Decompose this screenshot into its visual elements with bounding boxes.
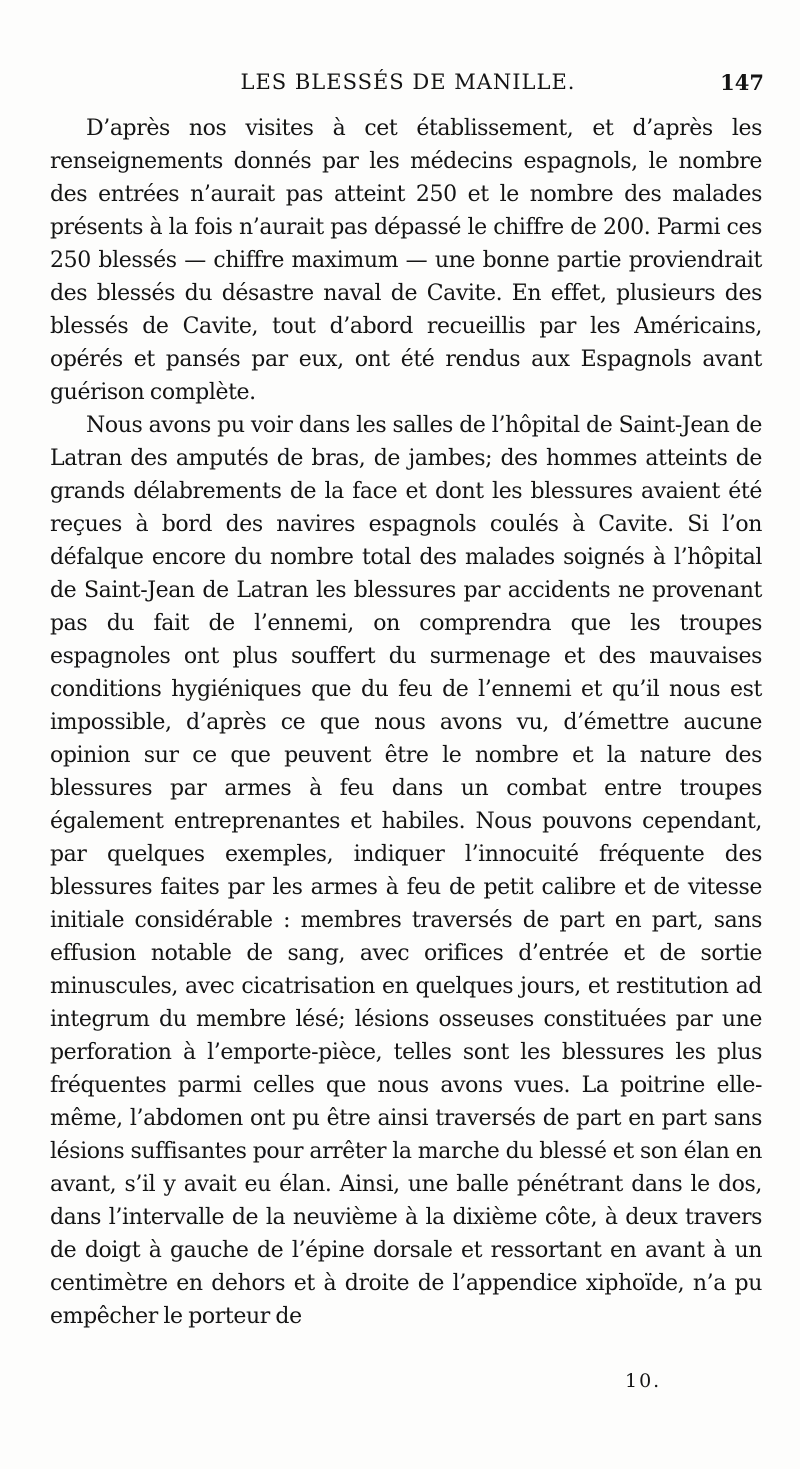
page-number: 147 bbox=[720, 70, 764, 95]
running-title: LES BLESSÉS DE MANILLE. bbox=[240, 70, 576, 94]
printer-signature-mark: 10. bbox=[625, 1370, 662, 1392]
page-header bbox=[52, 70, 764, 104]
paragraph-1: D’après nos visites à cet établissement, et d’après les renseignements donnés par les médecins espagnols, le nombre des entrées n’aurait pas atteint 250 et le nombre des malades présents à la fois n’aurait pas dépassé le chiffre de 200. Parmi ces 250 blessés — chiffre maximum — une bonne partie proviendrait des blessés du désastre naval de Cavite. En effet, plusieurs des blessés de Cavite, tout d’abord recueillis par les Américains, opérés et pansés par eux, ont été rendus aux Espagnols avant guérison complète. bbox=[50, 116, 762, 405]
paragraph-2: Nous avons pu voir dans les salles de l’hôpital de Saint-Jean de Latran des amputés de bras, de jambes; des hommes atteints de grands délabrements de la face et dont les blessures avaient été reçues à bord des navires espagnols coulés à Cavite. Si l’on défalque encore du nombre total des malades soignés à l’hôpital de Saint-Jean de Latran les blessures par accidents ne provenant pas du fait de l’ennemi, on comprendra que les troupes espagnoles ont plus souffert du surmenage et des mauvaises conditions hygiéniques que du feu de l’ennemi et qu’il nous est impossible, d’après ce que nous avons vu, d’émettre aucune opinion sur ce que peuvent être le nombre et la nature des blessures par armes à feu dans un combat entre troupes également entreprenantes et habiles. Nous pouvons cependant, par quelques exemples, indiquer l’innocuité fréquente des blessures faites par les armes à feu de petit calibre et de vitesse initiale considérable : membres traversés de part en part, sans effusion notable de sang, avec orifices d’entrée et de sortie minuscules, avec cicatrisation en quelques jours, et restitution ad integrum du membre lésé; lésions osseuses constituées par une perforation à l’emporte-pièce, telles sont les blessures les plus fréquentes parmi celles que nous avons vues. La poitrine elle-même, l’abdomen ont pu être ainsi traversés de part en part sans lésions suffisantes pour arrêter la marche du blessé et son élan en avant, s’il y avait eu élan. Ainsi, une balle pénétrant dans le dos, dans l’intervalle de la neuvième à la dixième côte, à deux travers de doigt à gauche de l’épine dorsale et ressortant en avant à un centimètre en dehors et à droite de l’appendice xiphoïde, n’a pu empêcher le porteur de bbox=[50, 413, 762, 1329]
body-text bbox=[50, 112, 762, 1333]
